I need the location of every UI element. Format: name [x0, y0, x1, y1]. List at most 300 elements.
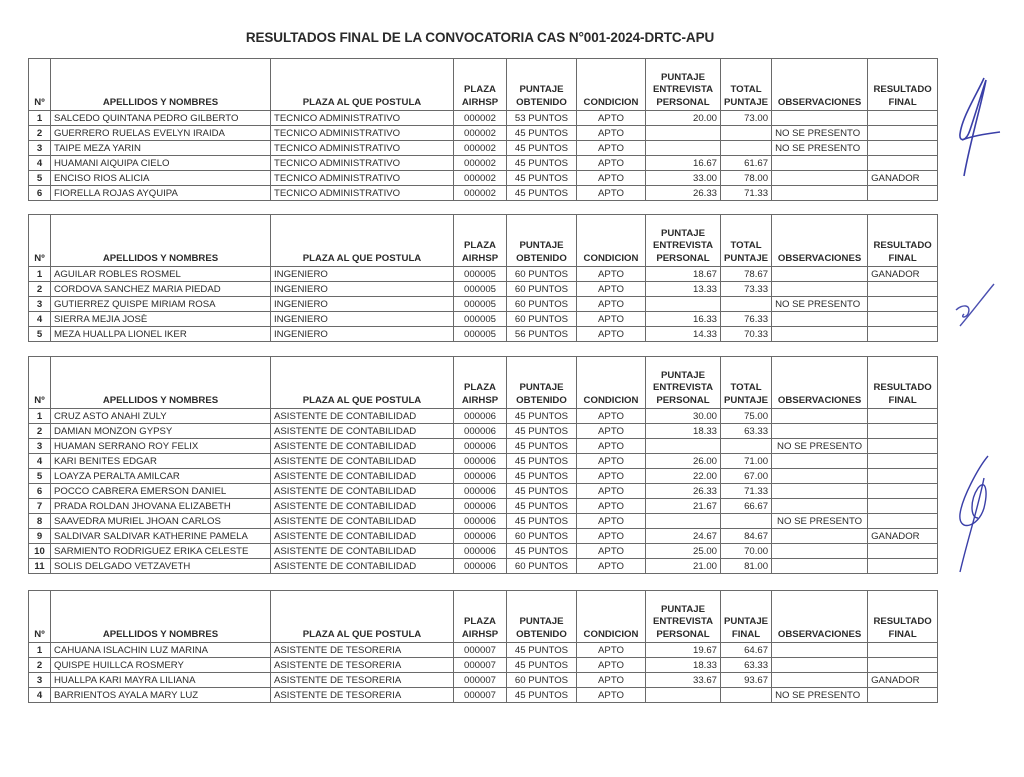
cell-airhsp: 000006: [454, 544, 507, 559]
cell-resultado: GANADOR: [868, 529, 938, 544]
cell-plaza: INGENIERO: [271, 327, 454, 342]
header-resultado: RESULTADO FINAL: [868, 591, 938, 643]
table-header-row: [29, 357, 938, 409]
cell-airhsp: 000005: [454, 267, 507, 282]
cell-total: 71.33: [721, 186, 772, 201]
header-no: Nº: [29, 591, 51, 643]
cell-total: 66.67: [721, 499, 772, 514]
cell-plaza: ASISTENTE DE CONTABILIDAD: [271, 499, 454, 514]
cell-name: HUALLPA KARI MAYRA LILIANA: [51, 673, 271, 688]
cell-total: 64.67: [721, 643, 772, 658]
cell-resultado: [868, 186, 938, 201]
cell-observaciones: [772, 424, 868, 439]
cell-no: 5: [29, 327, 51, 342]
cell-entrevista: 21.00: [646, 559, 721, 574]
cell-observaciones: [772, 544, 868, 559]
cell-total: 78.67: [721, 267, 772, 282]
cell-plaza: ASISTENTE DE TESORERIA: [271, 643, 454, 658]
header-resultado: RESULTADO FINAL: [868, 357, 938, 409]
cell-total: [721, 688, 772, 703]
cell-condicion: APTO: [577, 514, 646, 529]
cell-entrevista: 22.00: [646, 469, 721, 484]
cell-plaza: ASISTENTE DE TESORERIA: [271, 658, 454, 673]
cell-puntaje: 56 PUNTOS: [507, 327, 577, 342]
cell-observaciones: [772, 282, 868, 297]
cell-no: 5: [29, 171, 51, 186]
cell-resultado: [868, 559, 938, 574]
table-row: [29, 673, 938, 688]
table-row: [29, 267, 938, 282]
header-entrevista: PUNTAJE ENTREVISTA PERSONAL: [646, 59, 721, 111]
cell-condicion: APTO: [577, 643, 646, 658]
cell-observaciones: [772, 559, 868, 574]
cell-total: 76.33: [721, 312, 772, 327]
cell-airhsp: 000006: [454, 424, 507, 439]
cell-airhsp: 000006: [454, 469, 507, 484]
cell-resultado: [868, 499, 938, 514]
cell-total: [721, 439, 772, 454]
table-row: [29, 439, 938, 454]
table-row: [29, 484, 938, 499]
cell-plaza: ASISTENTE DE CONTABILIDAD: [271, 529, 454, 544]
cell-entrevista: [646, 141, 721, 156]
table-header-row: [29, 59, 938, 111]
cell-resultado: [868, 658, 938, 673]
cell-condicion: APTO: [577, 156, 646, 171]
table-row: [29, 141, 938, 156]
cell-resultado: [868, 454, 938, 469]
cell-condicion: APTO: [577, 171, 646, 186]
cell-puntaje: 45 PUNTOS: [507, 499, 577, 514]
cell-airhsp: 000005: [454, 327, 507, 342]
header-puntaje: PUNTAJE OBTENIDO: [507, 357, 577, 409]
table-header-row: [29, 591, 938, 643]
cell-plaza: ASISTENTE DE CONTABILIDAD: [271, 484, 454, 499]
cell-total: 63.33: [721, 424, 772, 439]
cell-total: 71.00: [721, 454, 772, 469]
cell-plaza: INGENIERO: [271, 282, 454, 297]
cell-observaciones: NO SE PRESENTO: [772, 297, 868, 312]
cell-resultado: GANADOR: [868, 171, 938, 186]
cell-condicion: APTO: [577, 282, 646, 297]
cell-observaciones: [772, 484, 868, 499]
cell-airhsp: 000006: [454, 439, 507, 454]
cell-total: [721, 297, 772, 312]
cell-resultado: [868, 282, 938, 297]
cell-resultado: [868, 544, 938, 559]
cell-entrevista: 26.33: [646, 186, 721, 201]
table-row: [29, 469, 938, 484]
header-condicion: CONDICION: [577, 357, 646, 409]
cell-total: 71.33: [721, 484, 772, 499]
cell-puntaje: 60 PUNTOS: [507, 559, 577, 574]
cell-entrevista: 18.67: [646, 267, 721, 282]
cell-total: 75.00: [721, 409, 772, 424]
header-condicion: CONDICION: [577, 59, 646, 111]
cell-entrevista: 16.67: [646, 156, 721, 171]
cell-no: 10: [29, 544, 51, 559]
cell-plaza: INGENIERO: [271, 267, 454, 282]
cell-resultado: [868, 469, 938, 484]
cell-total: 78.00: [721, 171, 772, 186]
cell-name: CORDOVA SANCHEZ MARIA PIEDAD: [51, 282, 271, 297]
results-table: [28, 58, 938, 201]
cell-puntaje: 45 PUNTOS: [507, 514, 577, 529]
cell-puntaje: 45 PUNTOS: [507, 658, 577, 673]
cell-no: 2: [29, 282, 51, 297]
cell-airhsp: 000006: [454, 454, 507, 469]
cell-condicion: APTO: [577, 529, 646, 544]
cell-condicion: APTO: [577, 658, 646, 673]
cell-resultado: [868, 327, 938, 342]
table-row: [29, 514, 938, 529]
header-total: TOTAL PUNTAJE: [721, 357, 772, 409]
cell-condicion: APTO: [577, 484, 646, 499]
cell-condicion: APTO: [577, 409, 646, 424]
cell-entrevista: [646, 439, 721, 454]
signature-icon: [950, 278, 1010, 343]
cell-puntaje: 45 PUNTOS: [507, 409, 577, 424]
cell-entrevista: 14.33: [646, 327, 721, 342]
cell-entrevista: [646, 688, 721, 703]
header-puntaje: PUNTAJE OBTENIDO: [507, 59, 577, 111]
cell-entrevista: [646, 297, 721, 312]
cell-no: 4: [29, 156, 51, 171]
table-row: [29, 126, 938, 141]
cell-observaciones: [772, 454, 868, 469]
cell-plaza: TECNICO ADMINISTRATIVO: [271, 126, 454, 141]
cell-puntaje: 45 PUNTOS: [507, 439, 577, 454]
cell-total: 73.33: [721, 282, 772, 297]
cell-resultado: [868, 111, 938, 126]
cell-puntaje: 60 PUNTOS: [507, 673, 577, 688]
signature-icon: [948, 448, 1008, 583]
table-row: [29, 327, 938, 342]
cell-name: FIORELLA ROJAS AYQUIPA: [51, 186, 271, 201]
results-table: [28, 590, 938, 703]
header-no: Nº: [29, 357, 51, 409]
cell-condicion: APTO: [577, 673, 646, 688]
cell-observaciones: NO SE PRESENTO: [772, 688, 868, 703]
cell-no: 1: [29, 643, 51, 658]
header-name: APELLIDOS Y NOMBRES: [51, 357, 271, 409]
cell-puntaje: 60 PUNTOS: [507, 282, 577, 297]
cell-airhsp: 000006: [454, 409, 507, 424]
cell-puntaje: 45 PUNTOS: [507, 643, 577, 658]
cell-condicion: APTO: [577, 688, 646, 703]
header-entrevista: PUNTAJE ENTREVISTA PERSONAL: [646, 357, 721, 409]
cell-puntaje: 45 PUNTOS: [507, 171, 577, 186]
cell-total: [721, 126, 772, 141]
cell-airhsp: 000005: [454, 312, 507, 327]
cell-airhsp: 000007: [454, 673, 507, 688]
cell-total: 81.00: [721, 559, 772, 574]
results-table: [28, 214, 938, 342]
header-observaciones: OBSERVACIONES: [772, 215, 868, 267]
cell-puntaje: 45 PUNTOS: [507, 186, 577, 201]
cell-total: 84.67: [721, 529, 772, 544]
cell-no: 2: [29, 658, 51, 673]
table-row: [29, 559, 938, 574]
cell-resultado: GANADOR: [868, 267, 938, 282]
cell-no: 6: [29, 186, 51, 201]
cell-plaza: TECNICO ADMINISTRATIVO: [271, 156, 454, 171]
cell-condicion: APTO: [577, 312, 646, 327]
cell-airhsp: 000007: [454, 688, 507, 703]
table-row: [29, 499, 938, 514]
header-observaciones: OBSERVACIONES: [772, 59, 868, 111]
cell-puntaje: 45 PUNTOS: [507, 544, 577, 559]
cell-no: 2: [29, 424, 51, 439]
cell-entrevista: 30.00: [646, 409, 721, 424]
cell-total: 70.00: [721, 544, 772, 559]
cell-condicion: APTO: [577, 126, 646, 141]
table-row: [29, 424, 938, 439]
cell-plaza: TECNICO ADMINISTRATIVO: [271, 141, 454, 156]
cell-name: TAIPE MEZA YARIN: [51, 141, 271, 156]
cell-total: 93.67: [721, 673, 772, 688]
cell-observaciones: [772, 673, 868, 688]
cell-name: SOLIS DELGADO VETZAVETH: [51, 559, 271, 574]
cell-observaciones: [772, 312, 868, 327]
cell-resultado: [868, 688, 938, 703]
table-row: [29, 156, 938, 171]
cell-observaciones: NO SE PRESENTO: [772, 126, 868, 141]
cell-no: 11: [29, 559, 51, 574]
table-row: [29, 282, 938, 297]
cell-name: GUERRERO RUELAS EVELYN IRAIDA: [51, 126, 271, 141]
cell-no: 8: [29, 514, 51, 529]
cell-resultado: [868, 439, 938, 454]
cell-plaza: ASISTENTE DE CONTABILIDAD: [271, 439, 454, 454]
cell-puntaje: 45 PUNTOS: [507, 688, 577, 703]
header-entrevista: PUNTAJE ENTREVISTA PERSONAL: [646, 591, 721, 643]
cell-name: QUISPE HUILLCA ROSMERY: [51, 658, 271, 673]
cell-airhsp: 000002: [454, 126, 507, 141]
cell-condicion: APTO: [577, 267, 646, 282]
cell-entrevista: 25.00: [646, 544, 721, 559]
cell-entrevista: 20.00: [646, 111, 721, 126]
cell-airhsp: 000002: [454, 156, 507, 171]
table-row: [29, 409, 938, 424]
table-header-row: [29, 215, 938, 267]
cell-puntaje: 45 PUNTOS: [507, 454, 577, 469]
cell-entrevista: 18.33: [646, 658, 721, 673]
header-plaza: PLAZA AL QUE POSTULA: [271, 215, 454, 267]
cell-resultado: [868, 424, 938, 439]
cell-name: PRADA ROLDAN JHOVANA ELIZABETH: [51, 499, 271, 514]
cell-observaciones: [772, 186, 868, 201]
cell-condicion: APTO: [577, 327, 646, 342]
cell-resultado: GANADOR: [868, 673, 938, 688]
cell-observaciones: [772, 499, 868, 514]
cell-entrevista: 26.00: [646, 454, 721, 469]
header-total: PUNTAJE FINAL: [721, 591, 772, 643]
cell-plaza: ASISTENTE DE CONTABILIDAD: [271, 514, 454, 529]
cell-name: KARI BENITES EDGAR: [51, 454, 271, 469]
cell-no: 7: [29, 499, 51, 514]
cell-name: CAHUANA ISLACHIN LUZ MARINA: [51, 643, 271, 658]
header-condicion: CONDICION: [577, 591, 646, 643]
cell-no: 3: [29, 439, 51, 454]
cell-resultado: [868, 643, 938, 658]
cell-plaza: ASISTENTE DE CONTABILIDAD: [271, 424, 454, 439]
header-observaciones: OBSERVACIONES: [772, 357, 868, 409]
cell-name: MEZA HUALLPA LIONEL IKER: [51, 327, 271, 342]
cell-name: SALCEDO QUINTANA PEDRO GILBERTO: [51, 111, 271, 126]
cell-resultado: [868, 141, 938, 156]
cell-plaza: ASISTENTE DE TESORERIA: [271, 673, 454, 688]
cell-name: SAAVEDRA MURIEL JHOAN CARLOS: [51, 514, 271, 529]
cell-condicion: APTO: [577, 141, 646, 156]
cell-plaza: TECNICO ADMINISTRATIVO: [271, 186, 454, 201]
cell-observaciones: [772, 327, 868, 342]
cell-puntaje: 45 PUNTOS: [507, 484, 577, 499]
cell-name: HUAMANI AIQUIPA CIELO: [51, 156, 271, 171]
header-condicion: CONDICION: [577, 215, 646, 267]
cell-plaza: INGENIERO: [271, 312, 454, 327]
header-name: APELLIDOS Y NOMBRES: [51, 215, 271, 267]
cell-puntaje: 45 PUNTOS: [507, 156, 577, 171]
cell-puntaje: 45 PUNTOS: [507, 424, 577, 439]
cell-no: 6: [29, 484, 51, 499]
cell-puntaje: 60 PUNTOS: [507, 529, 577, 544]
cell-plaza: ASISTENTE DE CONTABILIDAD: [271, 454, 454, 469]
cell-entrevista: [646, 126, 721, 141]
cell-plaza: ASISTENTE DE CONTABILIDAD: [271, 469, 454, 484]
cell-observaciones: NO SE PRESENTO: [772, 514, 868, 529]
cell-entrevista: [646, 514, 721, 529]
cell-condicion: APTO: [577, 454, 646, 469]
cell-total: 61.67: [721, 156, 772, 171]
cell-puntaje: 53 PUNTOS: [507, 111, 577, 126]
cell-condicion: APTO: [577, 439, 646, 454]
cell-no: 1: [29, 111, 51, 126]
header-total: TOTAL PUNTAJE: [721, 59, 772, 111]
cell-no: 3: [29, 297, 51, 312]
cell-observaciones: [772, 643, 868, 658]
cell-condicion: APTO: [577, 186, 646, 201]
cell-name: SIERRA MEJIA JOSÈ: [51, 312, 271, 327]
cell-name: DAMIAN MONZON GYPSY: [51, 424, 271, 439]
cell-total: 67.00: [721, 469, 772, 484]
table-row: [29, 544, 938, 559]
header-resultado: RESULTADO FINAL: [868, 59, 938, 111]
cell-condicion: APTO: [577, 544, 646, 559]
cell-puntaje: 45 PUNTOS: [507, 469, 577, 484]
cell-airhsp: 000002: [454, 171, 507, 186]
header-plaza: PLAZA AL QUE POSTULA: [271, 357, 454, 409]
table-row: [29, 643, 938, 658]
cell-name: LOAYZA PERALTA AMILCAR: [51, 469, 271, 484]
cell-no: 4: [29, 454, 51, 469]
cell-airhsp: 000006: [454, 514, 507, 529]
header-entrevista: PUNTAJE ENTREVISTA PERSONAL: [646, 215, 721, 267]
cell-observaciones: [772, 658, 868, 673]
cell-name: ENCISO RIOS ALICIA: [51, 171, 271, 186]
cell-no: 4: [29, 688, 51, 703]
cell-condicion: APTO: [577, 111, 646, 126]
cell-observaciones: NO SE PRESENTO: [772, 439, 868, 454]
table-row: [29, 186, 938, 201]
cell-airhsp: 000006: [454, 499, 507, 514]
table-row: [29, 658, 938, 673]
cell-no: 9: [29, 529, 51, 544]
cell-total: 70.33: [721, 327, 772, 342]
cell-no: 2: [29, 126, 51, 141]
cell-total: 63.33: [721, 658, 772, 673]
cell-resultado: [868, 297, 938, 312]
cell-airhsp: 000002: [454, 111, 507, 126]
cell-condicion: APTO: [577, 297, 646, 312]
header-resultado: RESULTADO FINAL: [868, 215, 938, 267]
cell-entrevista: 26.33: [646, 484, 721, 499]
table-row: [29, 297, 938, 312]
header-puntaje: PUNTAJE OBTENIDO: [507, 215, 577, 267]
cell-total: [721, 141, 772, 156]
header-name: APELLIDOS Y NOMBRES: [51, 591, 271, 643]
cell-puntaje: 45 PUNTOS: [507, 126, 577, 141]
cell-condicion: APTO: [577, 469, 646, 484]
cell-observaciones: [772, 469, 868, 484]
cell-name: BARRIENTOS AYALA MARY LUZ: [51, 688, 271, 703]
cell-entrevista: 33.67: [646, 673, 721, 688]
cell-name: SARMIENTO RODRIGUEZ ERIKA CELESTE: [51, 544, 271, 559]
cell-no: 1: [29, 267, 51, 282]
cell-no: 3: [29, 673, 51, 688]
cell-entrevista: 33.00: [646, 171, 721, 186]
table-row: [29, 111, 938, 126]
cell-name: POCCO CABRERA EMERSON DANIEL: [51, 484, 271, 499]
cell-plaza: ASISTENTE DE CONTABILIDAD: [271, 559, 454, 574]
cell-resultado: [868, 156, 938, 171]
table-row: [29, 529, 938, 544]
cell-observaciones: NO SE PRESENTO: [772, 141, 868, 156]
cell-puntaje: 45 PUNTOS: [507, 141, 577, 156]
document-title: RESULTADOS FINAL DE LA CONVOCATORIA CAS N°001-2024-DRTC-APU: [245, 30, 715, 45]
cell-observaciones: [772, 409, 868, 424]
table-row: [29, 688, 938, 703]
header-airhsp: PLAZA AIRHSP: [454, 591, 507, 643]
cell-resultado: [868, 312, 938, 327]
cell-airhsp: 000006: [454, 559, 507, 574]
cell-name: CRUZ ASTO ANAHI ZULY: [51, 409, 271, 424]
cell-plaza: ASISTENTE DE TESORERIA: [271, 688, 454, 703]
cell-resultado: [868, 484, 938, 499]
cell-entrevista: 13.33: [646, 282, 721, 297]
table-row: [29, 171, 938, 186]
cell-condicion: APTO: [577, 424, 646, 439]
signature-icon: [948, 72, 1008, 187]
cell-condicion: APTO: [577, 499, 646, 514]
header-airhsp: PLAZA AIRHSP: [454, 59, 507, 111]
cell-airhsp: 000007: [454, 658, 507, 673]
header-no: Nº: [29, 59, 51, 111]
cell-airhsp: 000006: [454, 529, 507, 544]
cell-plaza: TECNICO ADMINISTRATIVO: [271, 171, 454, 186]
cell-airhsp: 000007: [454, 643, 507, 658]
header-plaza: PLAZA AL QUE POSTULA: [271, 59, 454, 111]
table-row: [29, 312, 938, 327]
results-table: [28, 356, 938, 574]
cell-condicion: APTO: [577, 559, 646, 574]
header-airhsp: PLAZA AIRHSP: [454, 357, 507, 409]
cell-entrevista: 18.33: [646, 424, 721, 439]
cell-no: 5: [29, 469, 51, 484]
header-observaciones: OBSERVACIONES: [772, 591, 868, 643]
cell-airhsp: 000002: [454, 186, 507, 201]
cell-resultado: [868, 409, 938, 424]
